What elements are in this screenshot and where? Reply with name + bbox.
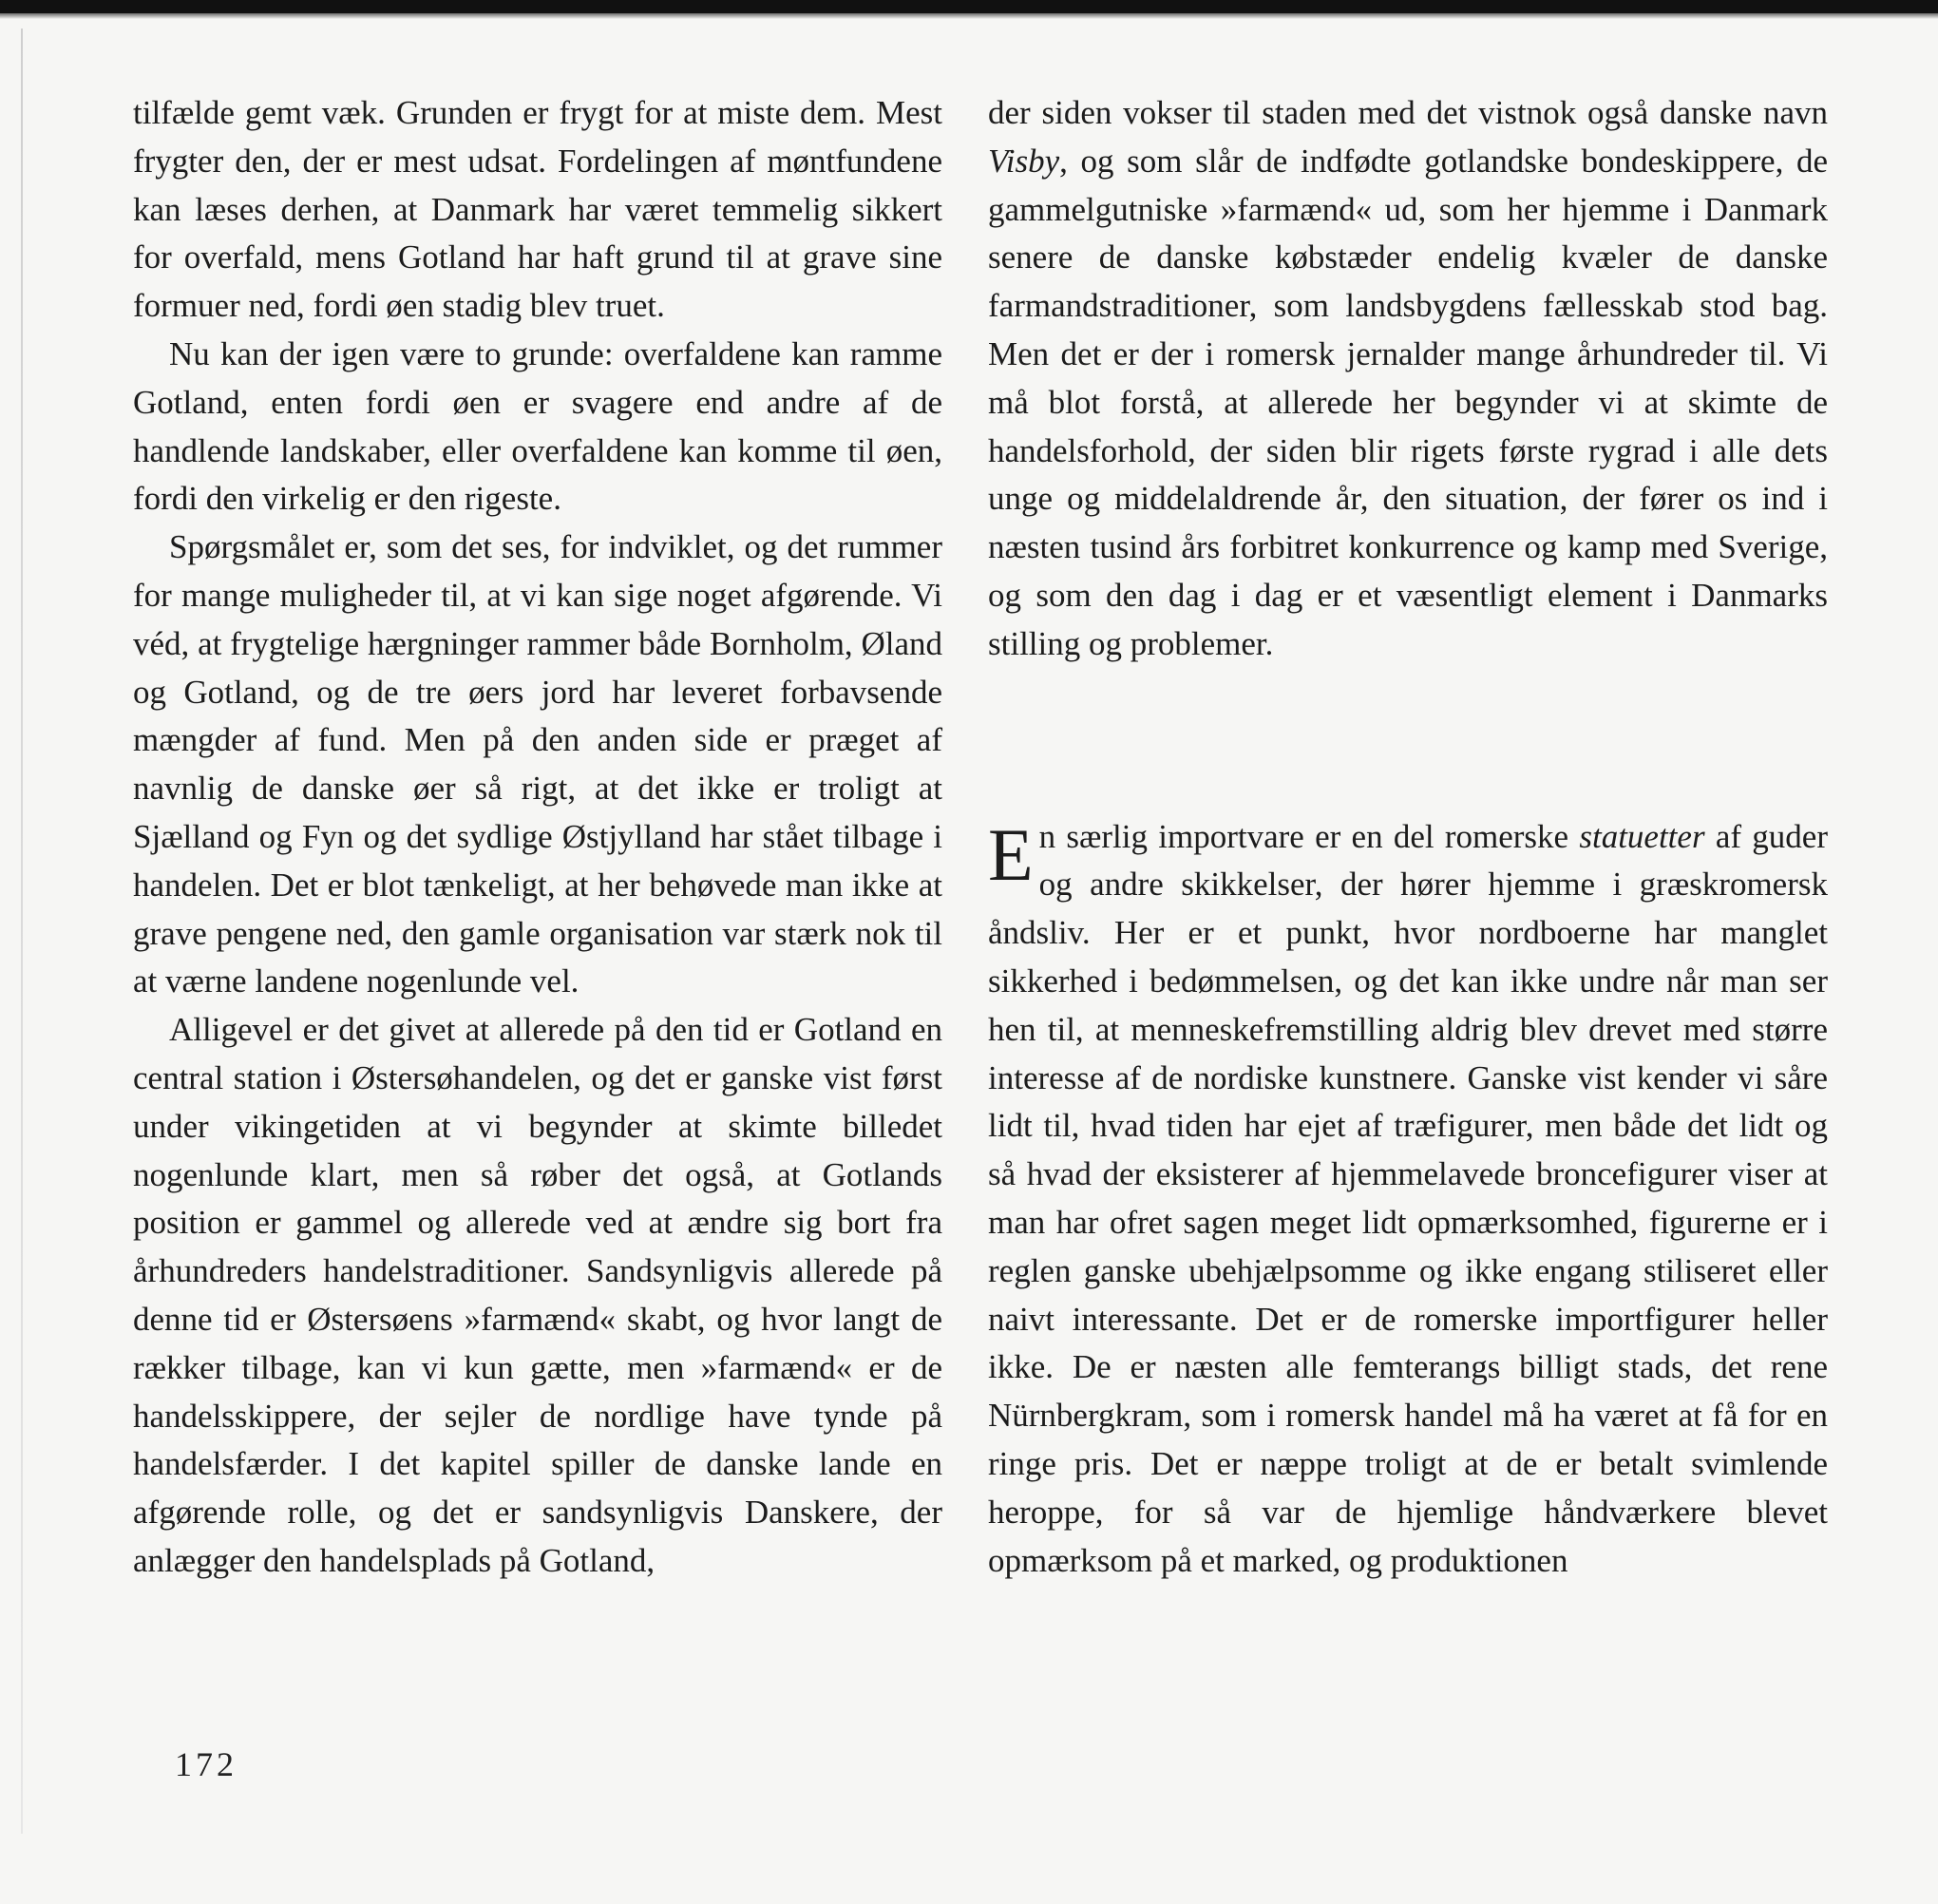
text-run: , og som slår de indfødte gotlandske bondeskippere, de gammelgutniske »farmænd« ud, som her hjemme i Danmark senere de danske købstæder endelig kvæler de danske farmandstraditioner, som landsbygdens fællesskab stod bag. Men det er der i romersk jernalder mange århundreder til. Vi må blot forstå, at allerede her begynder vi at skimte de handelsforhold, der siden blir rigets første rygrad i alle dets unge og middelaldrende år, den situation, der fører os ind i næsten tusind års forbitret konkurrence og kamp med Sverige, og som den dag i dag er et væsentligt element i Danmarks stilling og problemer. [988, 142, 1828, 662]
text-run: af guder og andre skikkelser, der hører hjemme i græskromersk åndsliv. Her er et punkt, hvor nordboerne har manglet sikkerhed i bedømmelsen, og det kan ikke undre når man ser hen til, at menneskefremstilling aldrig blev drevet med større interesse af de nordiske kunstnere. Ganske vist kender vi såre lidt til, hvad tiden har ejet af træfigurer, men både det lidt og så hvad der eksisterer af hjemmelavede broncefigurer viser at man har ofret sagen meget lidt opmærksomhed, figurerne er i reglen ganske ubehjælpsomme og ikke engang stiliseret eller naivt interessante. Det er de romerske importfigurer heller ikke. De er næsten alle femterangs billigt stads, det rene Nürnbergkram, som i romersk handel må ha været at få for en ringe pris. Det er næppe troligt at de er betalt svimlende heroppe, for så var de hjemlige håndværkere blevet opmærksom på et marked, og produktionen [988, 817, 1828, 1579]
paragraph: tilfælde gemt væk. Grunden er frygt for at miste dem. Mest frygter den, der er mest udsat. Fordelingen af møntfundene kan læses derhen, at Danmark har været temmelig sikkert for overfald, mens Gotland har haft grund til at grave sine formuer ned, fordi øen stadig blev truet. [133, 94, 942, 325]
section-opening-paragraph [988, 813, 1828, 1586]
page-top-shadow [0, 13, 1938, 19]
italic-place-name: Visby [988, 142, 1060, 180]
paragraph-continuation [988, 89, 1828, 669]
left-text-column [133, 89, 942, 1586]
paragraph: Nu kan der igen være to grunde: overfaldene kan ramme Gotland, enten fordi øen er svagere end andre af de handlende landskaber, eller overfaldene kan komme til øen, fordi den virkelig er den rigeste. [133, 334, 942, 518]
drop-cap: E [988, 812, 1034, 896]
right-text-column [988, 89, 1828, 1585]
text-run: n særlig importvare er en del romerske [1038, 817, 1580, 855]
page-number: 172 [175, 1745, 238, 1783]
paragraph: Spørgsmålet er, som det ses, for indviklet, og det rummer for mange muligheder til, at vi kan sige noget afgørende. Vi véd, at frygtelige hærgninger rammer både Bornholm, Øland og Gotland, og de tre øers jord har leveret forbavsende mængder af fund. Men på den anden side er præget af navnlig de danske øer så rigt, at det ikke er troligt at Sjælland og Fyn og det sydlige Østjylland har stået tilbage i handelen. Det er blot tænkeligt, at her behøvede man ikke at grave pengene ned, den gamle organisation var stærk nok til at værne landene nogenlunde vel. [133, 528, 942, 1000]
page-top-edge [0, 0, 1938, 13]
text-run: der siden vokser til staden med det vistnok også danske navn [988, 94, 1828, 131]
paragraph: Alligevel er det givet at allerede på den tid er Gotland en central station i Østersøhandelen, og det er ganske vist først under vikingetiden at vi begynder at skimte billedet nogenlunde klart, men så røber det også, at Gotlands position er gammel og allerede ved at ændre sig bort fra århundreders handelstraditioner. Sandsynligvis allerede på denne tid er Østersøens »farmænd« skabt, og hvor langt de rækker tilbage, kan vi kun gætte, men »farmænd« er de handelsskippere, der sejler de nordlige have tynde på handelsfærder. I det kapitel spiller de danske lande en afgørende rolle, og det er sandsynligvis Danskere, der anlægger den handelsplads på Gotland, [133, 1011, 942, 1579]
italic-term: statuetter [1579, 817, 1705, 855]
page-left-edge [21, 29, 23, 1834]
section-break [988, 669, 1828, 813]
